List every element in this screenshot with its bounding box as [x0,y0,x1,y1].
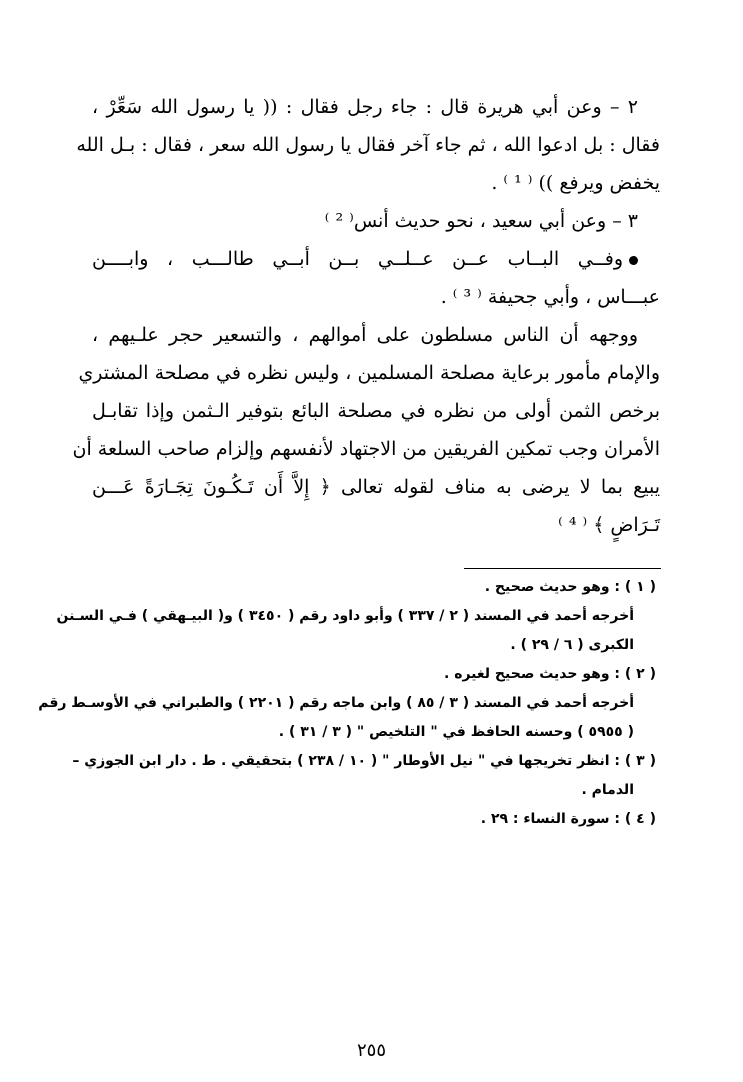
footnote-line: أخرجه أحمد في المسند ( ٣ / ٨٥ ) وابن ماجه رقم ( ٢٢٠١ ) والطبراني في الأوسـط رقم [38,695,634,711]
bullet-icon [629,256,638,265]
footnote-line: أخرجه أحمد في المسند ( ٢ / ٣٣٧ ) وأبو داود رقم ( ٣٤٥٠ ) و( البيـهقي ) فـي السـنن [56,608,634,624]
text-line: فقال : بل ادعوا الله ، ثم جاء آخر فقال يا رسول الله سعر ، فقال : بـل الله [76,134,660,156]
text-line-content: وفــي البــاب عــن عــلــي بــن أبــي طالـــب ، وابــــن [92,248,623,270]
text-line: ووجهه أن الناس مسلطون على أموالهم ، والتسعير حجر علـيهم ، [92,324,638,346]
text-line: يبيع بما لا يرضى به مناف لقوله تعالى ﴿ إِلاَّ أَن تَـكُـونَ تِجَـارَةً عَـــن [92,476,660,498]
text-line: برخص الثمن أولى من نظره في مصلحة البائع بتوفير الـثمن وإذا تقابـل [92,400,660,422]
footnote-line: ( ٢ ) : وهو حديث صحيح لغيره . [444,666,656,682]
text-line: والإمام مأمور برعاية مصلحة المسلمين ، وليس نظره في مصلحة المشتري [78,362,660,384]
text-line: الأمران وجب تمكين الفريقين من الاجتهاد لأنفسهم وإلزام صاحب السلعة أن [72,438,660,460]
footnotes [38,573,656,834]
text-line: يخفض ويرفع )) ⁽ ¹ ⁾ . [491,172,660,194]
text-line: ٣ – وعن أبي سعيد ، نحو حديث أنس⁽ ² ⁾ [324,210,638,232]
text-line: تَـرَاضٍ ﴾ ⁽ ⁴ ⁾ [558,514,660,536]
footnote-line: ( ٥٩٥٥ ) وحسنه الحافظ في " التلخيص " ( ٣ / ٣١ ) . [278,724,634,740]
footnote-line: ( ٣ ) : انظر تخريجها في " نيل الأوطار " ( ١٠ / ٢٣٨ ) بتحقيقي . ط . دار ابن الجوزي – [72,753,656,769]
page-number: ٢٥٥ [356,1040,386,1061]
footnote-line: ( ٤ ) : سورة النساء : ٢٩ . [480,811,656,827]
footnote-separator [464,568,661,569]
main-text [72,88,660,544]
footnote-line: الكبرى ( ٦ / ٢٩ ) . [510,637,634,653]
text-line: ٢ – وعن أبي هريرة قال : جاء رجل فقال : (( يا رسول الله سَعِّرْ ، [92,96,638,118]
text-line [92,240,660,278]
footnote-line: ( ١ ) : وهو حديث صحيح . [484,579,656,595]
footnote-line: الدمام . [581,782,634,798]
text-line: عبـــاس ، وأبي جحيفة ⁽ ³ ⁾ . [440,286,660,308]
